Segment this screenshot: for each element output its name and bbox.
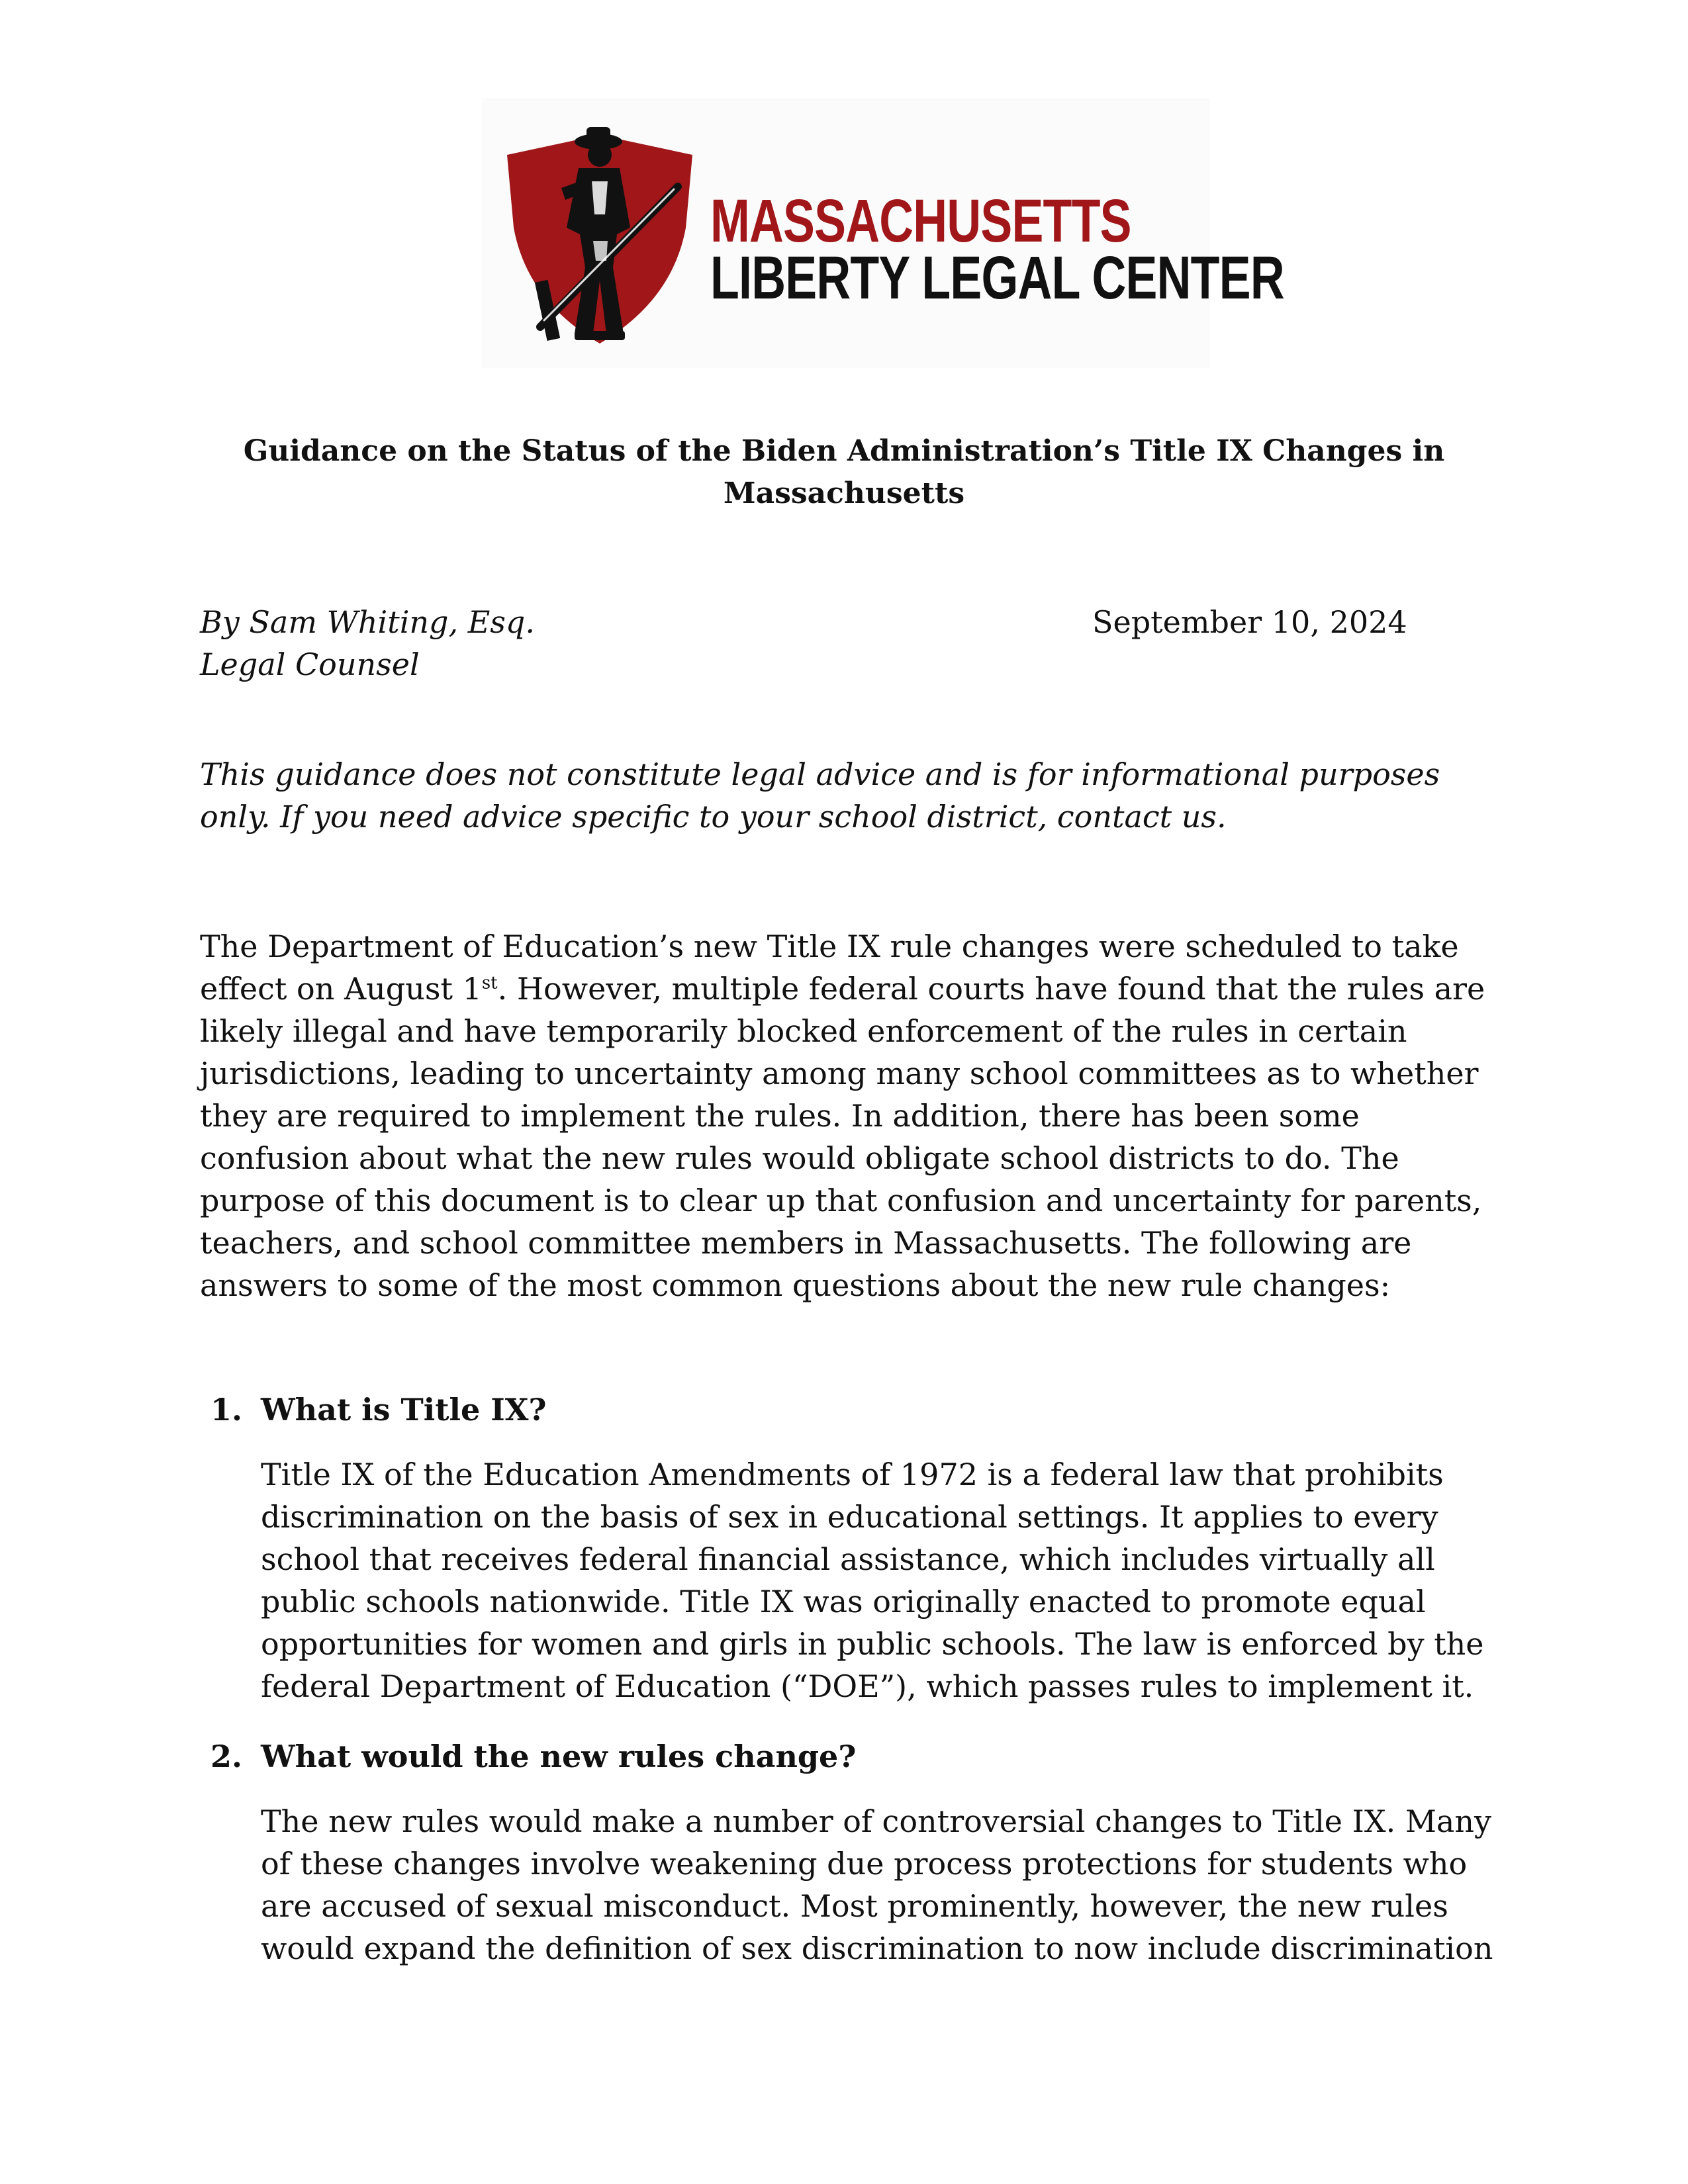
question-heading-1 [211, 1388, 546, 1431]
intro-line: jurisdictions, leading to uncertainty among many school committees as to whether [200, 1056, 1479, 1091]
intro-line: they are required to implement the rules. In addition, there has been some [200, 1098, 1360, 1134]
answer-line: school that receives federal financial assistance, which includes virtually all [261, 1541, 1435, 1577]
title-line-2: Massachusetts [723, 477, 965, 510]
logo-line-liberty-legal-center: LIBERTY LEGAL CENTER [710, 244, 1284, 312]
question-number: 1. [211, 1392, 243, 1428]
question-title: What would the new rules change? [261, 1739, 857, 1774]
answer-line: opportunities for women and girls in public schools. The law is enforced by the [261, 1626, 1484, 1662]
intro-line: The Department of Education’s new Title IX rule changes were scheduled to take [200, 929, 1459, 964]
intro-line: answers to some of the most common questions about the new rule changes: [200, 1267, 1391, 1303]
answer-line: would expand the definition of sex discrimination to now include discrimination [261, 1931, 1493, 1966]
answer-line: federal Department of Education (“DOE”), which passes rules to implement it. [261, 1668, 1474, 1704]
organization-wordmark [710, 187, 1284, 312]
intro-paragraph [200, 925, 1491, 1306]
question-number: 2. [211, 1739, 243, 1774]
answer-line: are accused of sexual misconduct. Most prominently, however, the new rules [261, 1888, 1448, 1924]
question-title: What is Title IX? [261, 1392, 547, 1428]
disclaimer [200, 753, 1491, 838]
title-line-1: Guidance on the Status of the Biden Administration’s Title IX Changes in [243, 434, 1445, 468]
intro-line: likely illegal and have temporarily blocked enforcement of the rules in certain [200, 1013, 1407, 1049]
intro-line-with-superscript [200, 968, 1491, 1010]
question-heading-2 [211, 1735, 856, 1778]
intro-line: teachers, and school committee members in Massachusetts. The following are [200, 1225, 1412, 1261]
document-date: September 10, 2024 [1092, 604, 1407, 640]
intro-text: effect on August 1 [200, 971, 482, 1007]
question-answer-2 [261, 1800, 1505, 1970]
organization-logo [482, 98, 1284, 368]
logo-line-massachusetts: MASSACHUSETTS [710, 187, 1131, 255]
document-title [199, 430, 1489, 515]
intro-line: confusion about what the new rules would obligate school districts to do. The [200, 1140, 1399, 1176]
author-role: Legal Counsel [200, 647, 420, 682]
intro-text: . However, multiple federal courts have found that the rules are [497, 971, 1485, 1007]
answer-line: public schools nationwide. Title IX was originally enacted to promote equal [261, 1584, 1426, 1619]
answer-line: of these changes involve weakening due process protections for students who [261, 1846, 1468, 1882]
answer-line: Title IX of the Education Amendments of 1972 is a federal law that prohibits [261, 1457, 1444, 1492]
author-byline [200, 601, 535, 686]
disclaimer-line-1: This guidance does not constitute legal advice and is for informational purposes [200, 756, 1440, 792]
question-answer-1 [261, 1453, 1505, 1707]
disclaimer-line-2: only. If you need advice specific to your school district, contact us. [200, 799, 1227, 835]
intro-line: purpose of this document is to clear up that confusion and uncertainty for parents, [200, 1183, 1482, 1218]
answer-line: The new rules would make a number of controversial changes to Title IX. Many [261, 1803, 1491, 1839]
answer-line: discrimination on the basis of sex in educational settings. It applies to every [261, 1499, 1438, 1535]
minuteman-shield-icon [500, 115, 699, 353]
ordinal-superscript: st [481, 973, 498, 993]
author-name: By Sam Whiting, Esq. [200, 604, 535, 640]
